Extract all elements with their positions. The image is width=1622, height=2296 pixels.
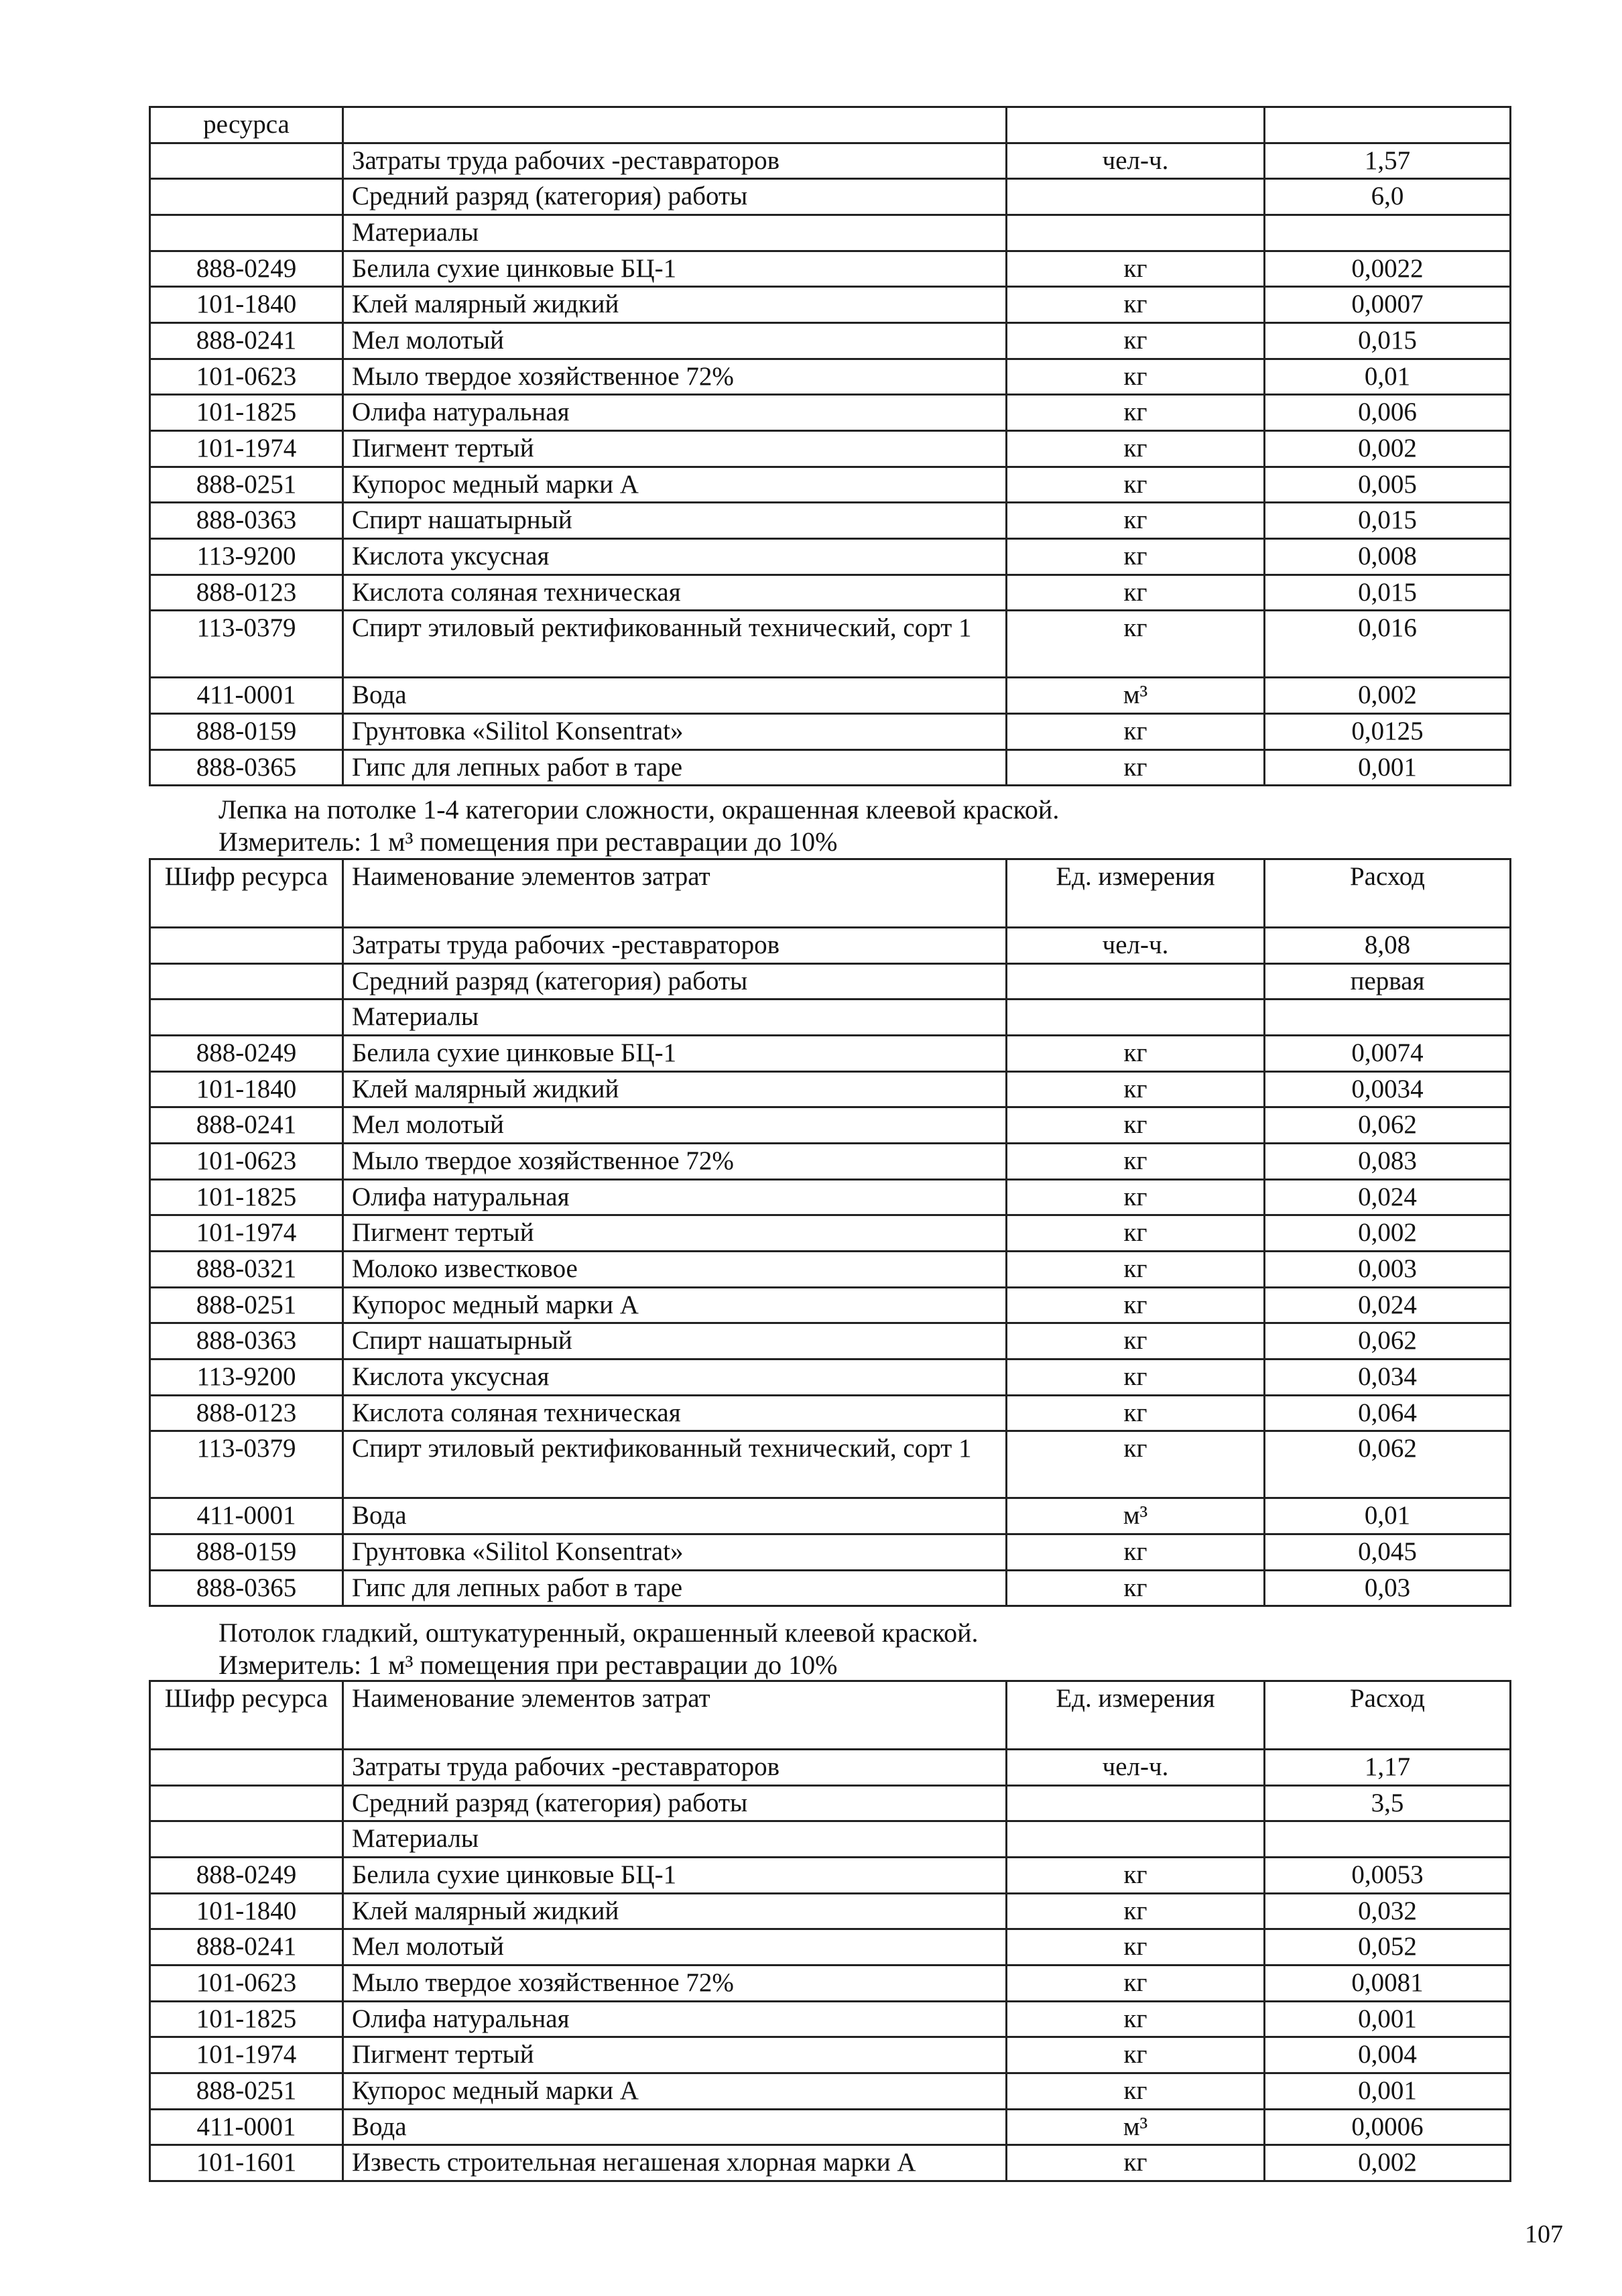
table-row	[150, 1498, 1511, 1534]
unit-of-measure: кг	[1007, 611, 1265, 678]
cost-element-name: Грунтовка «Silitol Konsentrat»	[343, 714, 1007, 750]
cost-element-name: Белила сухие цинковые БЦ-1	[343, 251, 1007, 287]
consumption-value: 0,002	[1265, 678, 1511, 714]
cost-element-name: Купорос медный марки А	[343, 467, 1007, 503]
cost-element-name: Клей малярный жидкий	[343, 287, 1007, 323]
table-row	[150, 1252, 1511, 1288]
resource-code	[150, 963, 343, 1000]
cost-element-name: Спирт этиловый ректификованный технический, сорт 1	[343, 611, 1007, 678]
resource-code: 101-1601	[150, 2145, 343, 2181]
resource-code: 411-0001	[150, 678, 343, 714]
resource-code	[150, 1000, 343, 1036]
cost-element-name: Материалы	[343, 215, 1007, 251]
table-row	[150, 431, 1511, 467]
table-row	[150, 1287, 1511, 1323]
table-row	[150, 143, 1511, 179]
consumption-value: 0,052	[1265, 1929, 1511, 1966]
cost-element-name: Кислота соляная техническая	[343, 1395, 1007, 1431]
consumption-value: 0,0006	[1265, 2109, 1511, 2145]
cost-element-name: Кислота уксусная	[343, 539, 1007, 575]
consumption-value: 6,0	[1265, 179, 1511, 215]
cost-element-name: Материалы	[343, 1000, 1007, 1036]
consumption-value: 1,17	[1265, 1750, 1511, 1786]
unit-of-measure: кг	[1007, 539, 1265, 575]
table-row	[150, 928, 1511, 964]
resource-code: 101-1840	[150, 1071, 343, 1107]
resource-code: 888-0365	[150, 749, 343, 786]
resource-code: 101-1974	[150, 431, 343, 467]
header-unit: Ед. измерения	[1007, 1681, 1265, 1750]
resource-code: 888-0123	[150, 575, 343, 611]
consumption-value: 0,062	[1265, 1431, 1511, 1498]
resource-code	[150, 1750, 343, 1786]
consumption-value: 0,064	[1265, 1395, 1511, 1431]
unit-of-measure	[1007, 1000, 1265, 1036]
resource-table-1	[149, 106, 1511, 786]
unit-of-measure: кг	[1007, 1570, 1265, 1606]
cost-element-name: Белила сухие цинковые БЦ-1	[343, 1036, 1007, 1072]
consumption-value: 0,015	[1265, 503, 1511, 539]
consumption-value: 0,004	[1265, 2037, 1511, 2073]
consumption-value: 0,024	[1265, 1287, 1511, 1323]
resource-code	[150, 179, 343, 215]
table-row	[150, 2037, 1511, 2073]
consumption-value: 0,01	[1265, 359, 1511, 395]
unit-of-measure: чел-ч.	[1007, 928, 1265, 964]
table-row	[150, 678, 1511, 714]
cost-element-name: Мыло твердое хозяйственное 72%	[343, 1144, 1007, 1180]
consumption-value: 0,0007	[1265, 287, 1511, 323]
cost-element-name: Средний разряд (категория) работы	[343, 963, 1007, 1000]
consumption-value: 0,083	[1265, 1144, 1511, 1180]
cost-element-name: Пигмент тертый	[343, 2037, 1007, 2073]
header-name: Наименование элементов затрат	[343, 859, 1007, 928]
unit-of-measure: кг	[1007, 467, 1265, 503]
cost-element-name: Вода	[343, 678, 1007, 714]
resource-table-2	[149, 858, 1511, 1607]
consumption-value: 0,006	[1265, 395, 1511, 431]
table-row	[150, 539, 1511, 575]
consumption-value: 0,03	[1265, 1570, 1511, 1606]
resource-code: 101-0623	[150, 359, 343, 395]
table-row	[150, 1144, 1511, 1180]
cost-element-name: Олифа натуральная	[343, 395, 1007, 431]
table-row	[150, 1036, 1511, 1072]
unit-of-measure	[1007, 963, 1265, 1000]
table-row	[150, 1821, 1511, 1858]
consumption-value: 0,0125	[1265, 714, 1511, 750]
unit-of-measure	[1007, 1821, 1265, 1858]
table-row	[150, 1395, 1511, 1431]
resource-code: 411-0001	[150, 2109, 343, 2145]
unit-of-measure: кг	[1007, 714, 1265, 750]
unit-of-measure: кг	[1007, 1323, 1265, 1360]
cost-element-name: Белила сухие цинковые БЦ-1	[343, 1858, 1007, 1894]
table-row	[150, 395, 1511, 431]
header-code: Шифр ресурса	[150, 1681, 343, 1750]
unit-of-measure: кг	[1007, 1395, 1265, 1431]
cost-element-name: Мел молотый	[343, 1107, 1007, 1144]
consumption-value: 0,0034	[1265, 1071, 1511, 1107]
table-row	[150, 215, 1511, 251]
consumption-value: 0,002	[1265, 2145, 1511, 2181]
unit-of-measure: кг	[1007, 251, 1265, 287]
table-row	[150, 1107, 1511, 1144]
consumption-value: 0,062	[1265, 1323, 1511, 1360]
resource-code: 113-9200	[150, 539, 343, 575]
consumption-value: 0,0074	[1265, 1036, 1511, 1072]
cost-element-name: Известь строительная негашеная хлорная марки А	[343, 2145, 1007, 2181]
resource-code: 888-0363	[150, 1323, 343, 1360]
unit-of-measure: кг	[1007, 575, 1265, 611]
table-row	[150, 251, 1511, 287]
unit-of-measure: кг	[1007, 323, 1265, 359]
cost-element-name: Пигмент тертый	[343, 1215, 1007, 1252]
header-name: Наименование элементов затрат	[343, 1681, 1007, 1750]
consumption-value	[1265, 1000, 1511, 1036]
cost-element-name: Спирт нашатырный	[343, 1323, 1007, 1360]
page-number: 107	[1525, 2220, 1563, 2248]
consumption-value: 0,001	[1265, 2073, 1511, 2110]
consumption-value: 0,016	[1265, 611, 1511, 678]
consumption-value: 0,01	[1265, 1498, 1511, 1534]
consumption-value	[1265, 1821, 1511, 1858]
resource-code: 113-0379	[150, 611, 343, 678]
table-row	[150, 714, 1511, 750]
unit-of-measure: кг	[1007, 2145, 1265, 2181]
table-row	[150, 1000, 1511, 1036]
unit-of-measure: кг	[1007, 2073, 1265, 2110]
resource-code: 888-0321	[150, 1252, 343, 1288]
unit-of-measure: кг	[1007, 1071, 1265, 1107]
consumption-value: 0,001	[1265, 2001, 1511, 2037]
consumption-value: 0,005	[1265, 467, 1511, 503]
unit-of-measure: кг	[1007, 287, 1265, 323]
resource-table-3	[149, 1680, 1511, 2182]
cost-element-name: Материалы	[343, 1821, 1007, 1858]
consumption-value: 8,08	[1265, 928, 1511, 964]
unit-of-measure: чел-ч.	[1007, 143, 1265, 179]
table-row	[150, 1929, 1511, 1966]
table-row	[150, 575, 1511, 611]
consumption-value: 0,024	[1265, 1179, 1511, 1215]
unit-of-measure: кг	[1007, 1360, 1265, 1396]
section-2-measure: Измеритель: 1 м³ помещения при реставрации до 10%	[219, 827, 838, 857]
unit-of-measure: кг	[1007, 1534, 1265, 1571]
consumption-value: 0,002	[1265, 1215, 1511, 1252]
table-row	[150, 749, 1511, 786]
unit-of-measure: кг	[1007, 1252, 1265, 1288]
cost-element-name: Спирт нашатырный	[343, 503, 1007, 539]
consumption-value: 0,0081	[1265, 1966, 1511, 2002]
cost-element-name: Купорос медный марки А	[343, 2073, 1007, 2110]
consumption-value: 0,0022	[1265, 251, 1511, 287]
resource-code: 113-0379	[150, 1431, 343, 1498]
consumption-value: 0,002	[1265, 431, 1511, 467]
unit-of-measure: м³	[1007, 678, 1265, 714]
table-row	[150, 179, 1511, 215]
table-row	[150, 611, 1511, 678]
table-row	[150, 2145, 1511, 2181]
table-row	[150, 287, 1511, 323]
table-row	[150, 1750, 1511, 1786]
unit-of-measure: кг	[1007, 1431, 1265, 1498]
cost-element-name: Вода	[343, 1498, 1007, 1534]
resource-code	[150, 1821, 343, 1858]
unit-of-measure: кг	[1007, 1107, 1265, 1144]
unit-of-measure: кг	[1007, 1215, 1265, 1252]
unit-of-measure: кг	[1007, 1893, 1265, 1929]
resource-code: 888-0249	[150, 1858, 343, 1894]
table-row	[150, 1215, 1511, 1252]
resource-code: 101-1974	[150, 2037, 343, 2073]
resource-code: 888-0251	[150, 1287, 343, 1323]
table-row	[150, 1323, 1511, 1360]
cost-element-name: Мыло твердое хозяйственное 72%	[343, 1966, 1007, 2002]
cost-element-name: Грунтовка «Silitol Konsentrat»	[343, 1534, 1007, 1571]
cost-element-name: Средний разряд (категория) работы	[343, 1785, 1007, 1821]
consumption-value: 0,032	[1265, 1893, 1511, 1929]
cost-element-name: Затраты труда рабочих -реставраторов	[343, 928, 1007, 964]
cost-element-name: Кислота соляная техническая	[343, 575, 1007, 611]
resource-code: 888-0251	[150, 467, 343, 503]
table-row	[150, 1431, 1511, 1498]
resource-code: 101-1974	[150, 1215, 343, 1252]
unit-of-measure: м³	[1007, 1498, 1265, 1534]
unit-of-measure: кг	[1007, 503, 1265, 539]
table-row	[150, 1893, 1511, 1929]
consumption-value: 0,062	[1265, 1107, 1511, 1144]
consumption-value: 0,0053	[1265, 1858, 1511, 1894]
resource-code: 888-0251	[150, 2073, 343, 2110]
resource-code: 101-0623	[150, 1966, 343, 2002]
table-row	[150, 963, 1511, 1000]
consumption-value: 3,5	[1265, 1785, 1511, 1821]
consumption-value: 0,008	[1265, 539, 1511, 575]
resource-code	[150, 143, 343, 179]
resource-code: 101-1825	[150, 1179, 343, 1215]
consumption-value: первая	[1265, 963, 1511, 1000]
consumption-value: 1,57	[1265, 143, 1511, 179]
section-3-title: Потолок гладкий, оштукатуренный, окрашенный клеевой краской.	[219, 1618, 979, 1648]
cost-element-name: Пигмент тертый	[343, 431, 1007, 467]
section-2-title: Лепка на потолке 1-4 категории сложности, окрашенная клеевой краской.	[219, 794, 1060, 825]
consumption-value: 0,045	[1265, 1534, 1511, 1571]
unit-of-measure: кг	[1007, 431, 1265, 467]
table-row	[150, 323, 1511, 359]
cost-element-name: Средний разряд (категория) работы	[343, 179, 1007, 215]
cost-element-name: Спирт этиловый ректификованный технический, сорт 1	[343, 1431, 1007, 1498]
resource-code: 888-0365	[150, 1570, 343, 1606]
table-row	[150, 2001, 1511, 2037]
header-code: Шифр ресурса	[150, 859, 343, 928]
cost-element-name: Затраты труда рабочих -реставраторов	[343, 1750, 1007, 1786]
header-value: Расход	[1265, 1681, 1511, 1750]
unit-of-measure: кг	[1007, 749, 1265, 786]
cost-element-name: Мыло твердое хозяйственное 72%	[343, 359, 1007, 395]
table-row	[150, 1785, 1511, 1821]
table-row	[150, 2073, 1511, 2110]
unit-of-measure	[1007, 179, 1265, 215]
unit-of-measure: кг	[1007, 1179, 1265, 1215]
resource-code: 888-0241	[150, 1107, 343, 1144]
resource-code	[150, 928, 343, 964]
cost-element-name: Мел молотый	[343, 323, 1007, 359]
cost-element-name: Затраты труда рабочих -реставраторов	[343, 143, 1007, 179]
resource-code: 888-0249	[150, 251, 343, 287]
table-row	[150, 467, 1511, 503]
resource-code: 888-0123	[150, 1395, 343, 1431]
cost-element-name: Кислота уксусная	[343, 1360, 1007, 1396]
unit-of-measure: кг	[1007, 2037, 1265, 2073]
resource-code: 113-9200	[150, 1360, 343, 1396]
resource-code: 888-0363	[150, 503, 343, 539]
resource-code: 101-1825	[150, 2001, 343, 2037]
table-row	[150, 1179, 1511, 1215]
table-row	[150, 503, 1511, 539]
resource-code: 101-1840	[150, 287, 343, 323]
unit-of-measure: кг	[1007, 2001, 1265, 2037]
unit-of-measure	[1007, 215, 1265, 251]
consumption-value	[1265, 215, 1511, 251]
resource-code: 888-0159	[150, 714, 343, 750]
resource-code: 101-0623	[150, 1144, 343, 1180]
table-row	[150, 1858, 1511, 1894]
cost-element-name: Клей малярный жидкий	[343, 1071, 1007, 1107]
cost-element-name: Олифа натуральная	[343, 1179, 1007, 1215]
resource-code: 101-1840	[150, 1893, 343, 1929]
unit-of-measure: кг	[1007, 395, 1265, 431]
unit-of-measure: кг	[1007, 1929, 1265, 1966]
cost-element-name: Купорос медный марки А	[343, 1287, 1007, 1323]
unit-of-measure: м³	[1007, 2109, 1265, 2145]
resource-code: 101-1825	[150, 395, 343, 431]
cost-element-name: Мел молотый	[343, 1929, 1007, 1966]
unit-of-measure: кг	[1007, 1144, 1265, 1180]
cost-element-name: Клей малярный жидкий	[343, 1893, 1007, 1929]
header-value: Расход	[1265, 859, 1511, 928]
table-row	[150, 1966, 1511, 2002]
header-fragment: ресурса	[150, 107, 343, 143]
unit-of-measure: кг	[1007, 1287, 1265, 1323]
table-row	[150, 1360, 1511, 1396]
consumption-value: 0,001	[1265, 749, 1511, 786]
consumption-value: 0,015	[1265, 323, 1511, 359]
cost-element-name: Олифа натуральная	[343, 2001, 1007, 2037]
table-row	[150, 359, 1511, 395]
unit-of-measure: кг	[1007, 1966, 1265, 2002]
resource-code	[150, 215, 343, 251]
consumption-value: 0,003	[1265, 1252, 1511, 1288]
consumption-value: 0,034	[1265, 1360, 1511, 1396]
resource-code: 888-0241	[150, 1929, 343, 1966]
unit-of-measure	[1007, 1785, 1265, 1821]
resource-code	[150, 1785, 343, 1821]
table-row	[150, 1534, 1511, 1571]
cost-element-name: Гипс для лепных работ в таре	[343, 749, 1007, 786]
cost-element-name: Гипс для лепных работ в таре	[343, 1570, 1007, 1606]
resource-code: 411-0001	[150, 1498, 343, 1534]
resource-code: 888-0159	[150, 1534, 343, 1571]
header-unit: Ед. измерения	[1007, 859, 1265, 928]
table-row	[150, 1570, 1511, 1606]
resource-code: 888-0241	[150, 323, 343, 359]
table-row	[150, 2109, 1511, 2145]
cost-element-name: Вода	[343, 2109, 1007, 2145]
unit-of-measure: чел-ч.	[1007, 1750, 1265, 1786]
unit-of-measure: кг	[1007, 359, 1265, 395]
table-row	[150, 1071, 1511, 1107]
consumption-value: 0,015	[1265, 575, 1511, 611]
unit-of-measure: кг	[1007, 1858, 1265, 1894]
unit-of-measure: кг	[1007, 1036, 1265, 1072]
section-3-measure: Измеритель: 1 м³ помещения при реставрации до 10%	[219, 1650, 838, 1680]
resource-code: 888-0249	[150, 1036, 343, 1072]
cost-element-name: Молоко известковое	[343, 1252, 1007, 1288]
